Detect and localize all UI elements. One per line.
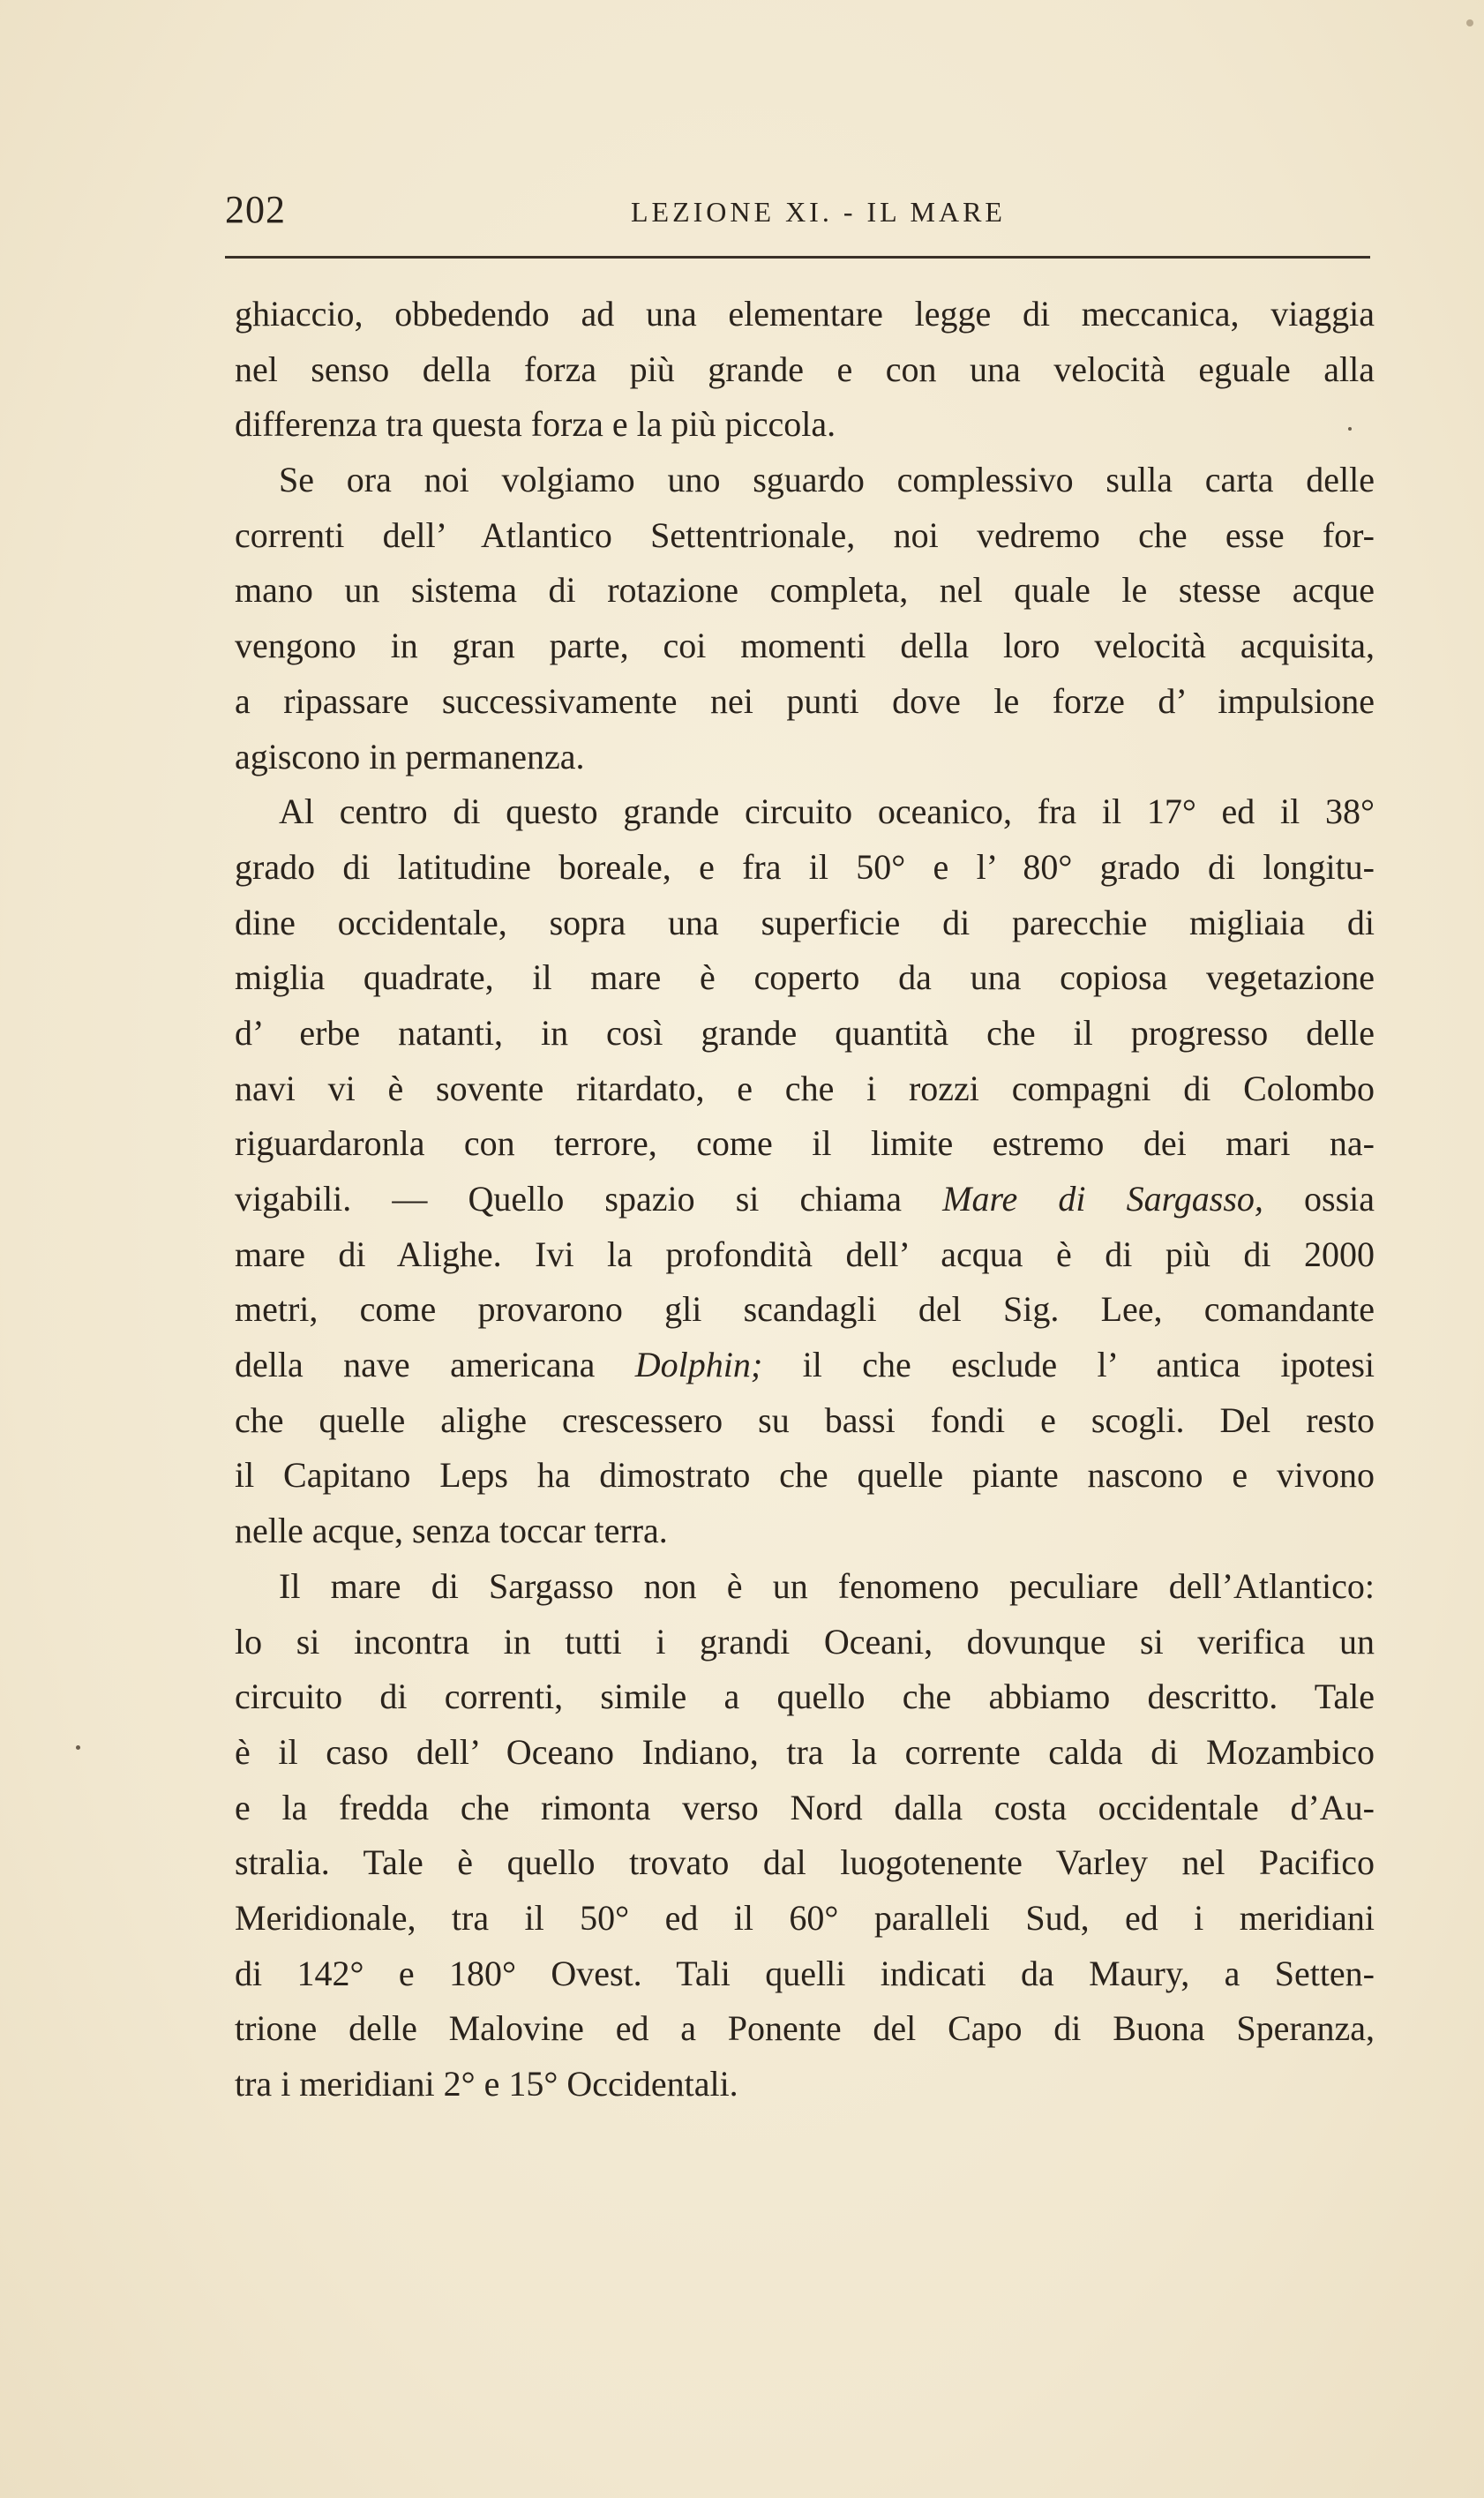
text-line: d’ erbe natanti, in così grande quantità che il progresso delle <box>235 1012 1375 1053</box>
text-line: è il caso dell’ Oceano Indiano, tra la corrente calda di Mozambico <box>235 1731 1375 1772</box>
text-line: dine occidentale, sopra una superficie di parecchie migliaia di <box>235 902 1375 942</box>
text-line: navi vi è sovente ritardato, e che i rozzi compagni di Colombo <box>235 1068 1375 1108</box>
text-run: il che esclude l’ antica ipotesi <box>762 1345 1375 1385</box>
text-run: vigabili. — Quello spazio si chiama <box>235 1179 943 1219</box>
text-line: a ripassare successivamente nei punti dove le forze d’ impulsione <box>235 680 1375 721</box>
text-line: Meridionale, tra il 50° ed il 60° paralleli Sud, ed i meridiani <box>235 1897 1375 1938</box>
text-line: correnti dell’ Atlantico Settentrionale, noi vedremo che esse for- <box>235 514 1375 555</box>
ink-speck <box>1466 19 1473 26</box>
text-run: ossia <box>1263 1179 1375 1219</box>
text-line: nel senso della forza più grande e con una velocità eguale alla <box>235 349 1375 389</box>
text-line: metri, come provarono gli scandagli del Sig. Lee, comandante <box>235 1289 1375 1330</box>
body-text <box>235 287 1375 2112</box>
text-line: circuito di correnti, simile a quello che abbiamo descritto. Tale <box>235 1677 1375 1717</box>
text-line: nelle acque, senza toccar terra. <box>235 1511 668 1551</box>
text-line: tra i meridiani 2° e 15° Occidentali. <box>235 2064 738 2104</box>
text-line: miglia quadrate, il mare è coperto da una copiosa vegetazione <box>235 957 1375 998</box>
text-line-with-italic <box>235 1172 1375 1227</box>
header-rule <box>225 256 1370 259</box>
text-line: di 142° e 180° Ovest. Tali quelli indicati da Maury, a Setten- <box>235 1953 1375 1993</box>
text-line: Il mare di Sargasso non è un fenomeno peculiare dell’Atlantico: <box>279 1565 1375 1606</box>
text-line: mano un sistema di rotazione completa, nel quale le stesse acque <box>235 570 1375 611</box>
text-line: stralia. Tale è quello trovato dal luogotenente Varley nel Pacifico <box>235 1842 1375 1883</box>
text-line: Al centro di questo grande circuito oceanico, fra il 17° ed il 38° <box>279 791 1375 832</box>
ink-speck <box>76 1745 80 1750</box>
text-line: trione delle Malovine ed a Ponente del Capo di Buona Speranza, <box>235 2008 1375 2049</box>
ink-speck <box>1348 427 1352 431</box>
text-line: differenza tra questa forza e la più piccola. <box>235 404 836 445</box>
text-line: Se ora noi volgiamo uno sguardo complessivo sulla carta delle <box>279 460 1375 500</box>
text-line: agiscono in permanenza. <box>235 736 585 776</box>
italic-term: Dolphin; <box>634 1345 763 1385</box>
text-line: ghiaccio, obbedendo ad una elementare legge di meccanica, viaggia <box>235 294 1375 334</box>
text-line: che quelle alighe crescessero su bassi fondi e scogli. Del resto <box>235 1399 1375 1440</box>
text-line-with-italic <box>235 1338 1375 1393</box>
text-line: vengono in gran parte, coi momenti della loro velocità acquisita, <box>235 626 1375 666</box>
running-title: LEZIONE XI. - IL MARE <box>631 196 1006 228</box>
text-run: della nave americana <box>235 1345 635 1385</box>
italic-term: Mare di Sargasso, <box>942 1179 1263 1219</box>
text-line: lo si incontra in tutti i grandi Oceani, dovunque si verifica un <box>235 1621 1375 1662</box>
text-line: e la fredda che rimonta verso Nord dalla costa occidentale d’Au- <box>235 1787 1375 1827</box>
page-number: 202 <box>225 188 286 231</box>
page-header <box>225 187 1370 240</box>
text-line: grado di latitudine boreale, e fra il 50° e l’ 80° grado di longitu- <box>235 846 1375 887</box>
text-line: mare di Alighe. Ivi la profondità dell’ acqua è di più di 2000 <box>235 1234 1375 1274</box>
text-line: il Capitano Leps ha dimostrato che quelle piante nascono e vivono <box>235 1455 1375 1496</box>
text-line: riguardaronla con terrore, come il limite estremo dei mari na- <box>235 1123 1375 1164</box>
